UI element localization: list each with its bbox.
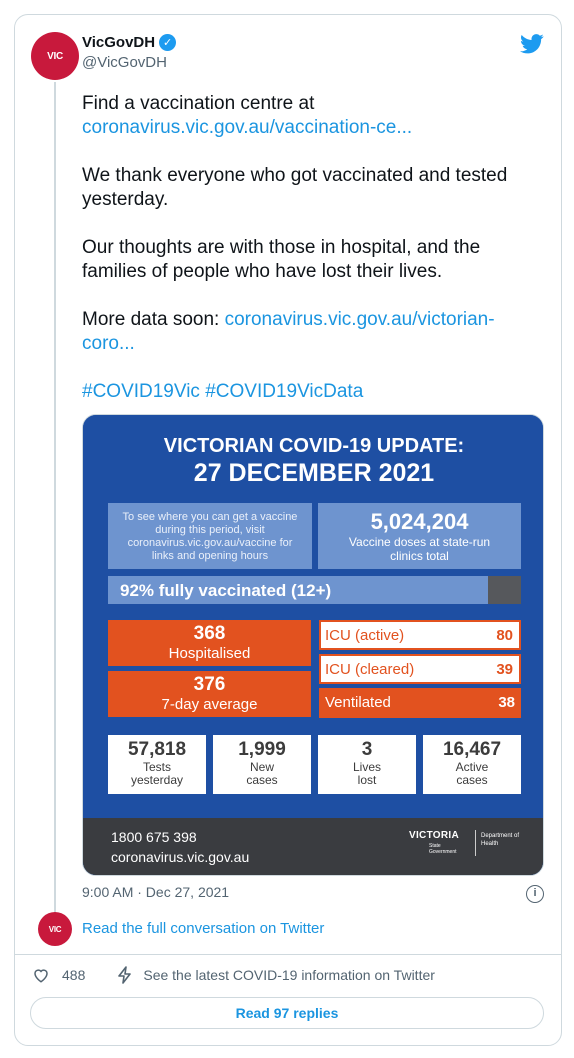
vaccinated-bar xyxy=(108,576,521,604)
read-full-conversation-link[interactable]: Read the full conversation on Twitter xyxy=(82,920,325,937)
new-cases-value: 1,999 xyxy=(238,739,286,760)
data-link[interactable]: coronavirus.vic.gov.au/victorian-coro... xyxy=(82,309,495,354)
likes-count[interactable]: 488 xyxy=(62,967,86,983)
lives-lost-value: 3 xyxy=(361,739,373,760)
heart-icon[interactable] xyxy=(32,966,50,984)
infographic-image[interactable] xyxy=(82,414,544,876)
tweet-paragraph: More data soon: coronavirus.vic.gov.au/victorian-coro... xyxy=(82,309,495,354)
logo-divider xyxy=(475,830,476,856)
seven-day-box xyxy=(108,671,311,717)
action-bar xyxy=(32,966,435,984)
tweet-paragraph: Find a vaccination centre at coronavirus.vic.gov.au/vaccination-ce... xyxy=(82,93,413,138)
hospitalised-value: 368 xyxy=(193,623,226,644)
thread-line xyxy=(54,82,56,914)
active-cases-box xyxy=(423,735,521,794)
tweet-timestamp[interactable]: 9:00 AM · Dec 27, 2021 xyxy=(82,884,230,900)
dept-health-label: Department of Health xyxy=(481,833,520,847)
lightning-icon xyxy=(117,966,133,984)
active-cases-value: 16,467 xyxy=(442,739,502,760)
infographic xyxy=(83,415,544,876)
vaccinated-label: 92% fully vaccinated (12+) xyxy=(120,581,332,600)
infographic-title: VICTORIAN COVID-19 UPDATE: xyxy=(163,435,465,457)
twitter-bird-icon[interactable] xyxy=(520,34,544,54)
tests-value: 57,818 xyxy=(127,739,187,760)
icu-cleared-row xyxy=(319,654,521,684)
doses-box xyxy=(318,503,521,569)
tweet-text xyxy=(82,92,542,428)
vic-logo-icon: VIC xyxy=(47,50,63,62)
ventilated-value: 38 xyxy=(498,694,515,711)
active-cases-label: Active cases xyxy=(455,760,489,787)
verified-badge-icon: ✓ xyxy=(159,34,176,51)
ventilated-row xyxy=(319,688,521,718)
vaccination-link[interactable]: coronavirus.vic.gov.au/vaccination-ce... xyxy=(82,117,413,138)
infographic-footer xyxy=(83,818,544,876)
lives-lost-box xyxy=(318,735,416,794)
avatar-small[interactable] xyxy=(38,912,72,946)
phone-number: 1800 675 398 xyxy=(111,829,197,845)
doses-label: Vaccine doses at state-run clinics total xyxy=(348,535,491,563)
footer-website: coronavirus.vic.gov.au xyxy=(111,849,250,865)
icu-cleared-label: ICU (cleared) xyxy=(325,661,415,678)
tweet-paragraph: We thank everyone who got vaccinated and tested yesterday. xyxy=(82,165,508,210)
user-name[interactable]: VicGovDH ✓ xyxy=(82,34,176,51)
state-gov-label: State Government xyxy=(429,843,457,855)
vic-logo-icon: VIC xyxy=(48,924,62,934)
vaccine-info-box: To see where you can get a vaccine during this period, visit coronavirus.vic.gov.au/vaccine for links and opening hours xyxy=(108,503,312,569)
icu-cleared-value: 39 xyxy=(496,661,513,678)
read-replies-button[interactable]: Read 97 replies xyxy=(30,997,544,1029)
icu-active-value: 80 xyxy=(496,627,513,644)
hospitalised-box xyxy=(108,620,311,666)
victoria-logo: VICTORIA xyxy=(409,830,459,841)
tests-box xyxy=(108,735,206,794)
ventilated-label: Ventilated xyxy=(325,694,391,711)
avatar[interactable] xyxy=(31,32,79,80)
tests-label: Tests yesterday xyxy=(130,760,184,787)
icu-active-label: ICU (active) xyxy=(325,627,405,644)
seven-day-value: 376 xyxy=(193,674,226,695)
icu-active-row xyxy=(319,620,521,650)
new-cases-box xyxy=(213,735,311,794)
divider xyxy=(14,954,562,955)
hashtags[interactable]: #COVID19Vic #COVID19VicData xyxy=(82,381,364,402)
doses-value: 5,024,204 xyxy=(370,509,469,534)
user-handle[interactable]: @VicGovDH xyxy=(82,54,167,71)
lives-lost-label: Lives lost xyxy=(352,760,381,787)
hospitalised-label: Hospitalised xyxy=(168,645,251,662)
new-cases-label: New cases xyxy=(246,760,278,787)
info-icon[interactable]: i xyxy=(526,885,544,903)
infographic-date: 27 DECEMBER 2021 xyxy=(193,459,435,487)
tweet-paragraph: Our thoughts are with those in hospital, and the families of people who have lost their lives. xyxy=(82,237,481,282)
covid-info-link[interactable]: See the latest COVID-19 information on Twitter xyxy=(143,967,435,983)
seven-day-label: 7-day average xyxy=(161,696,258,713)
